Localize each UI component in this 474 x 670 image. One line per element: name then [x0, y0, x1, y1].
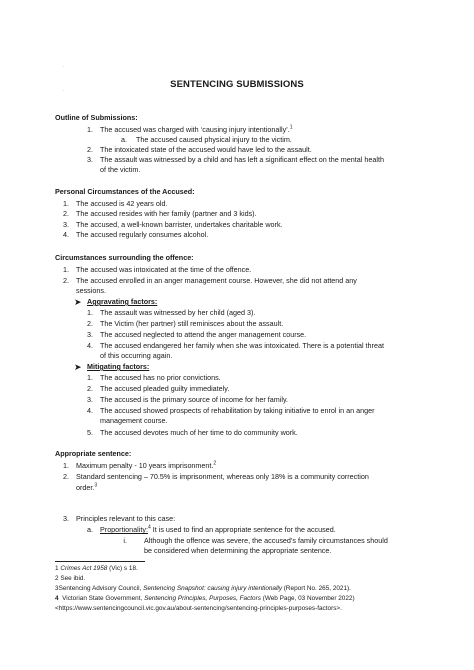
list-item: The Victim (her partner) still reminisces about the assault.	[100, 319, 284, 328]
list-item-continuation: of this occurring again.	[100, 351, 173, 360]
list-item-continuation: be considered when determining the appropriate sentence.	[144, 546, 332, 555]
list-number: 1.	[63, 461, 69, 470]
footnote-ref: 3	[94, 482, 98, 489]
document-title: SENTENCING SUBMISSIONS	[170, 79, 304, 90]
list-item: Maximum penalty - 10 years imprisonment.$^2$	[76, 460, 217, 470]
list-item: The accused has no prior convictions.	[100, 373, 221, 382]
footnote-ref: 4	[147, 524, 151, 531]
list-item: The accused showed prospects of rehabilitation by taking initiative to enrol in an anger	[100, 406, 375, 415]
list-item: The accused neglected to attend the anger management course.	[100, 330, 307, 339]
list-number: 3.	[87, 155, 93, 164]
list-number: 2.	[87, 319, 93, 328]
list-item: The accused endangered her family when she was intoxicated. There is a potential threat	[100, 341, 384, 350]
list-number: 5.	[87, 428, 93, 437]
list-item: The accused is the primary source of income for her family.	[100, 395, 289, 404]
list-item: The accused enrolled in an anger management course. However, she did not attend any	[76, 276, 357, 285]
list-number: 4.	[63, 230, 69, 239]
list-number: 4.	[87, 406, 93, 415]
list-letter: a.	[87, 525, 93, 534]
list-item: The accused, a well-known barrister, undertakes charitable work.	[76, 220, 283, 229]
list-item: Proportionality:$^4$ It is used to find an appropriate sentence for the accused.	[100, 524, 336, 534]
outline-heading: Outline of Submissions:	[55, 113, 138, 122]
list-item-continuation: of the victim.	[100, 165, 141, 174]
list-number: 3.	[87, 395, 93, 404]
footnote-divider	[55, 561, 145, 562]
list-number: 3.	[63, 514, 69, 523]
list-item: The accused devotes much of her time to do community work.	[100, 428, 298, 437]
list-number: 1.	[87, 308, 93, 317]
list-number: 2.	[87, 384, 93, 393]
list-item: The accused caused physical injury to the victim.	[136, 135, 292, 144]
list-item: The accused was charged with ‘causing injury intentionally’.$^1$	[100, 124, 293, 134]
personal-heading: Personal Circumstances of the Accused:	[55, 187, 195, 196]
list-roman: i.	[123, 536, 127, 545]
list-number: 3.	[87, 330, 93, 339]
circumstances-heading: Circumstances surrounding the offence:	[55, 253, 194, 262]
footnote-1: 1 Crimes Act 1958 (Vic) s 18.	[55, 565, 138, 572]
list-number: 3.	[63, 220, 69, 229]
list-item: The accused was intoxicated at the time of the offence.	[76, 265, 252, 274]
list-number: 2.	[87, 145, 93, 154]
footnote-4: 4 Victorian State Government, Sentencing Principles, Purposes, Factors (Web Page, 03 November 2022)	[55, 595, 355, 602]
list-item-continuation: management course.	[100, 416, 168, 425]
footnote-4-url[interactable]: <https://www.sentencingcouncil.vic.gov.au/about-sentencing/sentencing-principles-purposes-factors>.	[55, 605, 342, 612]
list-item: Although the offence was severe, the accused’s family circumstances should	[144, 536, 388, 545]
list-item: Principles relevant to this case:	[76, 514, 176, 523]
list-number: 4.	[87, 341, 93, 350]
footnote-ref: 1	[289, 124, 293, 131]
list-number: 2.	[63, 472, 69, 481]
list-item: Standard sentencing – 70.5% is imprisonment, whereas only 18% is a community correction	[76, 472, 369, 481]
footnote-2: 2 See ibid.	[55, 575, 86, 582]
list-number: 1.	[63, 265, 69, 274]
list-item: The accused regularly consumes alcohol.	[76, 230, 209, 239]
list-item: The accused resides with her family (partner and 3 kids).	[76, 209, 257, 218]
list-item: The accused is 42 years old.	[76, 199, 168, 208]
mitigating-heading: Mitigating factors:	[87, 362, 150, 371]
list-item-continuation: order.$^3$	[76, 482, 98, 492]
footnote-3: 3Sentencing Advisory Council, Sentencing Snapshot: causing injury intentionally (Report No. 265, 2021).	[55, 585, 351, 592]
list-number: 2.	[63, 276, 69, 285]
stray-dot: ·	[63, 88, 65, 93]
list-number: 1.	[87, 125, 93, 134]
list-number: 1.	[87, 373, 93, 382]
list-item-continuation: sessions.	[76, 286, 106, 295]
arrow-bullet-icon: ➤	[74, 297, 82, 307]
list-item: The intoxicated state of the accused would have led to the assault.	[100, 145, 312, 154]
appropriate-heading: Appropriate sentence:	[55, 449, 132, 458]
aggravating-heading: Aggravating factors:	[87, 297, 158, 306]
arrow-bullet-icon: ➤	[74, 362, 82, 372]
stray-dot: ·	[63, 64, 65, 69]
list-item: The assault was witnessed by a child and has left a significant effect on the mental health	[100, 155, 384, 164]
list-letter: a.	[121, 135, 127, 144]
list-number: 1.	[63, 199, 69, 208]
list-item: The assault was witnessed by her child (aged 3).	[100, 308, 256, 317]
list-item: The accused pleaded guilty immediately.	[100, 384, 230, 393]
list-number: 2.	[63, 209, 69, 218]
footnote-ref: 2	[213, 460, 217, 467]
